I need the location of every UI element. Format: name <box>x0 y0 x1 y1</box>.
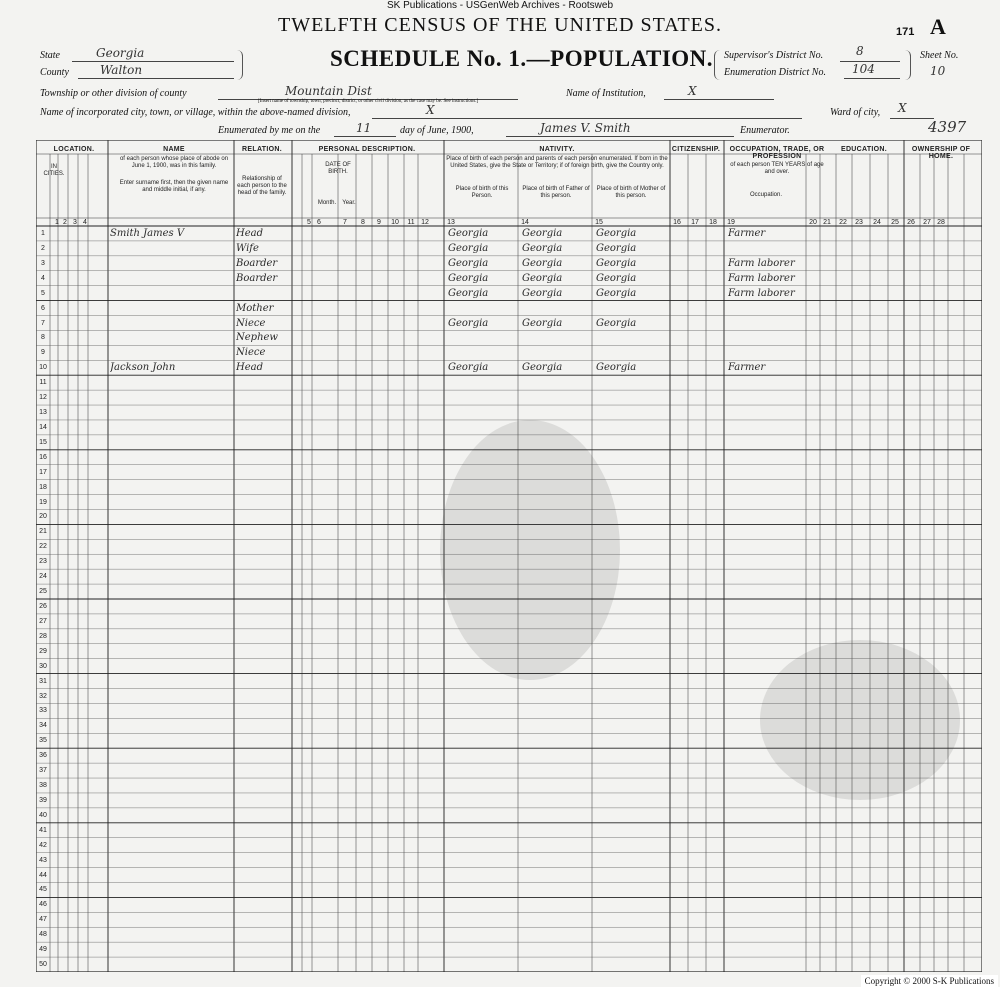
enumeration-line <box>844 78 900 79</box>
entry-father: Georgia <box>522 362 563 374</box>
row-number: 17 <box>39 468 47 476</box>
entry-birth: Georgia <box>448 317 489 329</box>
birth-mother-heading: Place of birth of Mother of this person. <box>596 186 666 199</box>
column-number: 13 <box>447 218 455 226</box>
entry-occupation: Farmer <box>728 228 766 239</box>
row-number: 50 <box>39 961 47 969</box>
census-title: TWELFTH CENSUS OF THE UNITED STATES. <box>277 14 723 36</box>
institution-value: X <box>688 84 697 98</box>
column-number: 25 <box>891 218 899 226</box>
township-value: Mountain Dist <box>285 84 372 98</box>
entry-relation: Head <box>236 228 264 239</box>
entry-occupation: Farm laborer <box>728 287 795 299</box>
row-number: 16 <box>39 453 47 461</box>
column-number: 5 <box>307 218 311 226</box>
row-number: 15 <box>39 438 47 446</box>
entry-occupation: Farm laborer <box>728 272 795 284</box>
location-heading: LOCATION. <box>53 146 95 153</box>
row-number: 20 <box>39 513 47 521</box>
date-birth-heading: DATE OF BIRTH. <box>325 162 351 175</box>
row-number: 1 <box>41 230 45 237</box>
entry-birth: Georgia <box>448 242 489 254</box>
row-number: 22 <box>39 543 47 551</box>
column-number: 21 <box>823 218 831 226</box>
entry-birth: Georgia <box>448 287 489 299</box>
entry-relation: Boarder <box>236 272 278 284</box>
column-number: 11 <box>407 218 415 226</box>
row-number: 43 <box>39 856 47 864</box>
row-number: 44 <box>39 871 47 879</box>
row-number: 34 <box>39 722 47 730</box>
entry-relation: Boarder <box>236 257 278 269</box>
row-number: 47 <box>39 916 47 924</box>
day-line <box>334 136 396 137</box>
row-number: 40 <box>39 811 47 819</box>
row-number: 7 <box>41 319 45 327</box>
column-number: 15 <box>595 218 603 226</box>
column-number: 3 <box>73 218 77 226</box>
sheet-letter: A <box>930 14 946 39</box>
entry-relation: Head <box>236 362 264 374</box>
column-number: 6 <box>317 218 321 226</box>
entry-birth: Georgia <box>448 362 489 374</box>
education-heading: EDUCATION. <box>840 146 888 153</box>
entry-father: Georgia <box>522 272 563 284</box>
row-number: 21 <box>39 528 47 536</box>
entry-relation: Nephew <box>236 332 278 344</box>
entry-mother: Georgia <box>596 242 637 254</box>
ward-value: X <box>898 101 907 115</box>
entry-relation: Niece <box>236 317 266 329</box>
name-note-2: Enter surname first, then the given name and middle initial, if any. <box>119 180 229 193</box>
sheet-label: Sheet No. <box>920 50 959 61</box>
column-number: 4 <box>83 218 87 226</box>
month-heading: Month. <box>317 200 337 206</box>
entry-father: Georgia <box>522 287 563 299</box>
row-number: 5 <box>41 289 45 297</box>
row-number: 4 <box>41 274 45 282</box>
entry-occupation: Farmer <box>728 362 766 374</box>
institution-label: Name of Institution, <box>566 88 646 99</box>
row-number: 41 <box>39 826 47 834</box>
entry-name: Smith James V <box>110 228 185 239</box>
row-number: 39 <box>39 796 47 804</box>
name-note: of each person whose place of abode on June 1, 1900, was in this family. <box>119 156 229 169</box>
column-number: 2 <box>63 218 67 226</box>
row-number: 10 <box>39 364 47 372</box>
row-number: 27 <box>39 617 47 625</box>
sheet-value: 10 <box>930 64 946 78</box>
entry-relation: Wife <box>236 242 259 254</box>
row-number: 18 <box>39 483 47 491</box>
row-number: 32 <box>39 692 47 700</box>
row-number: 49 <box>39 946 47 954</box>
row-number: 38 <box>39 782 47 790</box>
column-number: 24 <box>873 218 881 226</box>
row-number: 6 <box>41 304 45 312</box>
occupation-note: of each person TEN YEARS of age and over. <box>730 162 824 175</box>
year-heading: Year. <box>342 200 356 206</box>
column-number: 12 <box>421 218 429 226</box>
column-number: 16 <box>673 218 681 226</box>
column-number: 18 <box>709 218 717 226</box>
column-number: 26 <box>907 218 915 226</box>
ownership-heading: OWNERSHIP OF HOME. <box>911 146 971 160</box>
row-number: 42 <box>39 841 47 849</box>
county-line <box>78 78 234 79</box>
column-number: 9 <box>377 218 381 226</box>
corner-number: 4397 <box>928 118 967 136</box>
enumeration-label: Enumeration District No. <box>724 67 826 78</box>
entry-father: Georgia <box>522 317 563 329</box>
city-line <box>372 118 802 119</box>
row-number: 37 <box>39 767 47 775</box>
row-number: 9 <box>41 349 45 357</box>
state-line <box>72 61 234 62</box>
sheet-brace <box>904 50 911 80</box>
row-number: 2 <box>41 244 45 252</box>
supervisor-label: Supervisor's District No. <box>724 50 824 61</box>
row-number: 45 <box>39 886 47 894</box>
row-number: 24 <box>39 573 47 581</box>
entry-birth: Georgia <box>448 272 489 284</box>
county-label: County <box>40 67 69 78</box>
name-heading: NAME <box>163 146 185 153</box>
entry-mother: Georgia <box>596 287 637 299</box>
entry-relation: Mother <box>236 302 274 314</box>
column-number: 8 <box>361 218 365 226</box>
row-number: 31 <box>39 677 47 685</box>
row-number: 26 <box>39 603 47 610</box>
ink-smudge <box>760 640 960 800</box>
enumeration-value: 104 <box>852 62 875 76</box>
citizenship-heading: CITIZENSHIP. <box>671 146 721 153</box>
column-number: 14 <box>521 218 529 226</box>
enumerated-label: Enumerated by me on the <box>218 125 321 136</box>
row-number: 14 <box>39 423 47 431</box>
supervisor-value: 8 <box>856 44 864 58</box>
column-number: 7 <box>343 218 347 226</box>
row-number: 28 <box>39 632 47 640</box>
page-number: 171 <box>896 26 915 38</box>
occupation-heading: OCCUPATION, TRADE, OR PROFESSION <box>729 146 825 160</box>
enumerator-label: Enumerator. <box>740 125 790 136</box>
day-value: 11 <box>356 121 372 135</box>
city-value: X <box>426 103 435 117</box>
row-number: 46 <box>39 901 47 909</box>
ink-smudge <box>440 420 620 680</box>
in-cities-heading: IN CITIES. <box>43 164 65 177</box>
copyright-notice: Copyright © 2000 S-K Publications <box>861 975 998 987</box>
entry-father: Georgia <box>522 257 563 269</box>
row-number: 3 <box>41 259 45 267</box>
row-number: 25 <box>39 588 47 596</box>
column-number: 17 <box>691 218 699 226</box>
column-number: 23 <box>855 218 863 226</box>
row-number: 11 <box>39 379 47 387</box>
row-number: 23 <box>39 558 47 566</box>
row-number: 35 <box>39 737 47 745</box>
entry-name: Jackson John <box>110 362 176 374</box>
entry-mother: Georgia <box>596 228 637 239</box>
entry-father: Georgia <box>522 228 563 239</box>
row-number: 8 <box>41 334 45 342</box>
row-number: 19 <box>39 498 47 506</box>
district-brace <box>714 50 721 80</box>
row-number: 33 <box>39 707 47 715</box>
nativity-heading: NATIVITY. <box>539 146 575 153</box>
occupation-sub-heading: Occupation. <box>749 192 783 198</box>
entry-occupation: Farm laborer <box>728 257 795 269</box>
column-number: 22 <box>839 218 847 226</box>
june-label: day of June, 1900, <box>400 125 474 136</box>
township-label: Township or other division of county <box>40 88 187 99</box>
birth-father-heading: Place of birth of Father of this person. <box>522 186 590 199</box>
entry-relation: Niece <box>236 347 266 359</box>
entry-mother: Georgia <box>596 362 637 374</box>
column-number: 1 <box>55 218 59 226</box>
enumerator-line <box>506 136 734 137</box>
ward-label: Ward of city, <box>830 107 881 118</box>
state-label: State <box>40 50 60 61</box>
entry-birth: Georgia <box>448 257 489 269</box>
source-banner: SK Publications - USGenWeb Archives - Rootsweb <box>386 0 614 11</box>
enumerator-value: James V. Smith <box>540 121 631 135</box>
row-number: 30 <box>39 662 47 670</box>
relation-heading: RELATION. <box>242 146 282 153</box>
nativity-note: Place of birth of each person and parents of each person enumerated. If born in the United States, give the State or Territory; if of foreign birth, give the Country only. <box>446 156 668 169</box>
column-number: 10 <box>391 218 399 226</box>
personal-heading: PERSONAL DESCRIPTION. <box>318 146 416 153</box>
column-number: 19 <box>727 218 735 226</box>
entry-mother: Georgia <box>596 272 637 284</box>
entry-mother: Georgia <box>596 257 637 269</box>
column-number: 27 <box>923 218 931 226</box>
entry-birth: Georgia <box>448 228 489 239</box>
row-number: 29 <box>39 647 47 655</box>
township-note: [Insert name of township, town, precinct, district, or other civil division, as the case may be. See instructions.] <box>258 99 479 104</box>
city-label: Name of incorporated city, town, or village, within the above-named division, <box>40 107 351 118</box>
county-value: Walton <box>100 63 143 77</box>
column-number: 28 <box>937 218 945 226</box>
row-number: 48 <box>39 931 47 939</box>
row-number: 13 <box>39 409 47 417</box>
relation-note: Relationship of each person to the head of the family. <box>237 176 287 196</box>
entry-father: Georgia <box>522 242 563 254</box>
entry-mother: Georgia <box>596 317 637 329</box>
state-county-brace <box>236 50 243 80</box>
schedule-title: SCHEDULE No. 1.—POPULATION. <box>330 46 714 71</box>
row-number: 12 <box>39 394 47 402</box>
institution-line <box>664 99 774 100</box>
state-value: Georgia <box>96 46 145 60</box>
row-number: 36 <box>39 752 47 760</box>
column-number: 20 <box>809 218 817 226</box>
birth-person-heading: Place of birth of this Person. <box>455 186 509 199</box>
